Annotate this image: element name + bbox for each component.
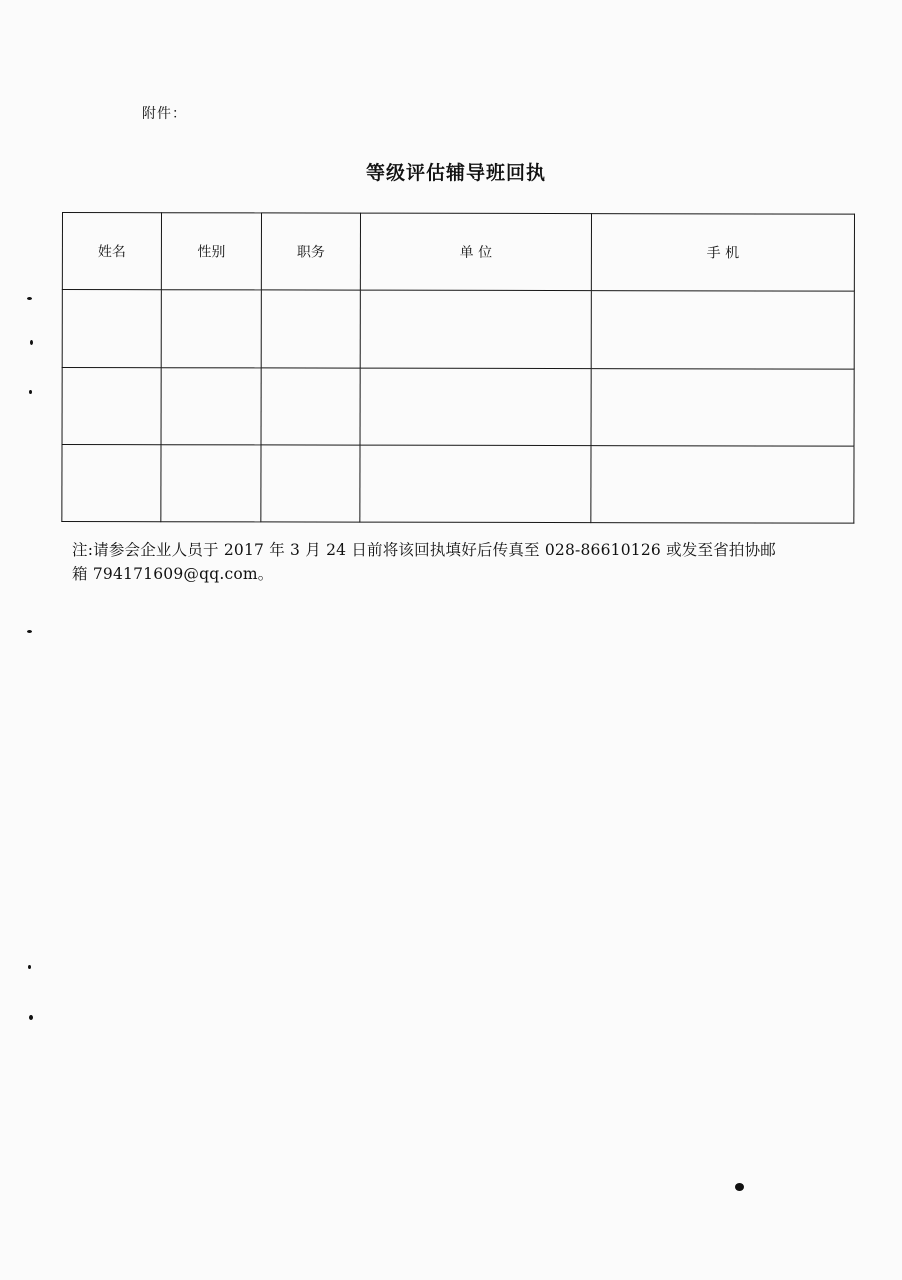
cell-position[interactable] (261, 367, 360, 444)
scan-speck (27, 630, 32, 633)
cell-organization[interactable] (360, 290, 591, 368)
reply-form-table (61, 212, 855, 524)
header-name: 姓名 (62, 213, 161, 290)
cell-gender[interactable] (161, 367, 261, 444)
cell-position[interactable] (261, 445, 360, 522)
header-organization: 单 位 (360, 213, 591, 291)
cell-organization[interactable] (360, 368, 591, 446)
cell-gender[interactable] (161, 290, 261, 367)
table-row (62, 367, 854, 446)
header-mobile: 手 机 (591, 214, 854, 292)
note-line-1: 注:请参会企业人员于 2017 年 3 月 24 日前将该回执填好后传真至 028-86610126 或发至省拍协邮 (72, 541, 776, 559)
cell-name[interactable] (62, 367, 161, 444)
table-header-row (62, 213, 854, 292)
cell-mobile[interactable] (591, 445, 854, 523)
scan-speck (28, 965, 31, 969)
document-title: 等级评估辅导班回执 (365, 162, 546, 184)
scan-speck (735, 1183, 744, 1191)
cell-gender[interactable] (161, 444, 261, 521)
cell-name[interactable] (62, 444, 161, 521)
cell-position[interactable] (261, 290, 360, 367)
submission-note (72, 538, 852, 586)
table-row (62, 290, 854, 369)
scan-speck (27, 297, 32, 300)
cell-mobile[interactable] (591, 291, 854, 369)
table-row (62, 444, 854, 523)
cell-name[interactable] (62, 290, 161, 367)
note-line-2: 箱 794171609@qq.com。 (72, 565, 274, 583)
header-position: 职务 (261, 213, 360, 290)
cell-mobile[interactable] (591, 368, 854, 446)
header-gender: 性别 (161, 213, 261, 290)
scan-speck (30, 340, 33, 345)
cell-organization[interactable] (360, 445, 591, 523)
attachment-label: 附件： (142, 106, 187, 122)
scan-speck (29, 1015, 33, 1020)
scan-speck (29, 390, 32, 394)
